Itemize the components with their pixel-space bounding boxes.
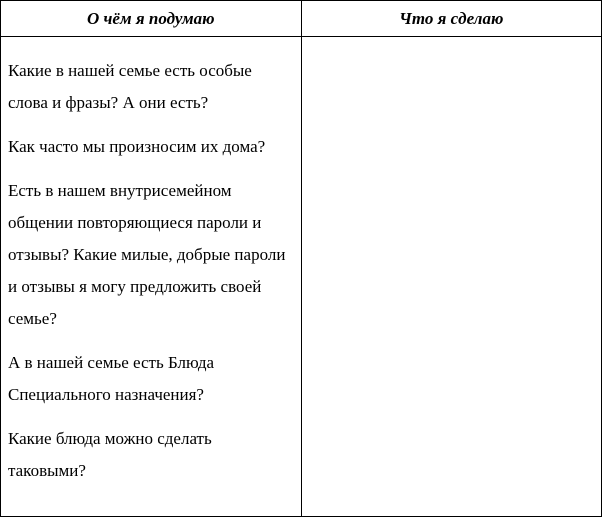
content-row	[1, 37, 602, 517]
questions-cell	[1, 37, 302, 517]
questions-list	[1, 37, 301, 487]
header-think: О чём я подумаю	[1, 1, 302, 37]
question-how-often: Как часто мы произносим их дома?	[8, 137, 266, 156]
actions-cell[interactable]	[301, 37, 602, 517]
question-which-dishes: Какие блюда можно сделать таковыми?	[8, 429, 212, 480]
header-do: Что я сделаю	[301, 1, 602, 37]
question-special-words: Какие в нашей семье есть особые слова и фразы? А они есть?	[8, 61, 252, 112]
question-special-dishes: А в нашей семье есть Блюда Специального назначения?	[8, 353, 215, 404]
header-row	[1, 1, 602, 37]
question-passwords: Есть в нашем внутрисемейном общении повторяющиеся пароли и отзывы? Какие милые, добрые пароли и отзывы я могу предложить своей семье?	[8, 181, 286, 328]
